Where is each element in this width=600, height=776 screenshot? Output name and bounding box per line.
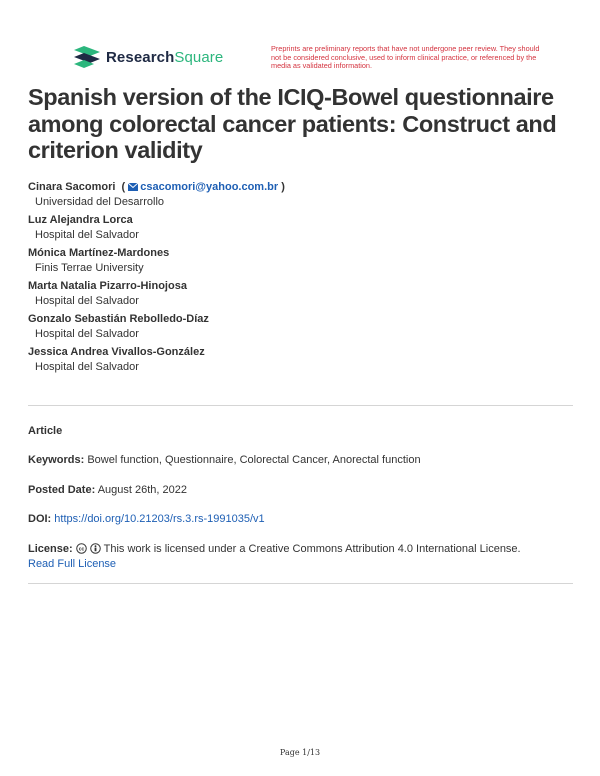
doi-line	[28, 512, 573, 527]
envelope-icon	[128, 183, 138, 191]
author-name: Luz Alejandra Lorca	[28, 214, 133, 226]
author-email-wrapper: ( csacomori@yahoo.com.br )	[118, 181, 285, 193]
research-square-wordmark: ResearchSquare	[106, 48, 224, 66]
license-label: License:	[28, 543, 73, 555]
author-name: Jessica Andrea Vivallos-González	[28, 346, 205, 358]
author-name: Mónica Martínez-Mardones	[28, 247, 170, 259]
posted-date-label: Posted Date:	[28, 484, 96, 496]
author-affiliation: Hospital del Salvador	[35, 328, 139, 340]
author-affiliation: Finis Terrae University	[35, 262, 144, 274]
keywords-value: Bowel function, Questionnaire, Colorectal Cancer, Anorectal function	[87, 454, 421, 466]
paper-title: Spanish version of the ICIQ-Bowel questionnaire among colorectal cancer patients: Construct and criterion validity	[28, 84, 557, 163]
author-entry	[28, 312, 568, 342]
author-entry	[28, 180, 568, 210]
author-affiliation: Hospital del Salvador	[35, 229, 139, 241]
preprint-notice: Preprints are preliminary reports that have not undergone peer review. They should not be considered conclusive, used to inform clinical practice, or referenced by the media as validated information.	[271, 44, 540, 71]
section-divider	[28, 405, 573, 406]
author-list	[28, 180, 568, 378]
license-text: This work is licensed under a Creative Commons Attribution 4.0 International License.	[103, 543, 521, 555]
creative-commons-icon	[76, 543, 87, 554]
research-square-logo[interactable]	[74, 46, 223, 68]
author-name: Gonzalo Sebastián Rebolledo-Díaz	[28, 313, 209, 325]
author-affiliation: Universidad del Desarrollo	[35, 196, 165, 208]
author-name: Marta Natalia Pizarro-Hinojosa	[28, 280, 187, 292]
research-square-logo-icon	[74, 46, 100, 68]
read-full-license-link[interactable]: Read Full License	[28, 558, 117, 570]
svg-text:cc: cc	[78, 546, 85, 553]
page-number: Page 1/13	[279, 748, 321, 757]
author-affiliation: Hospital del Salvador	[35, 361, 139, 373]
posted-date-value: August 26th, 2022	[97, 484, 187, 496]
author-entry	[28, 279, 568, 309]
doi-link[interactable]: https://doi.org/10.21203/rs.3.rs-1991035/v1	[54, 513, 265, 525]
license-line	[28, 542, 573, 572]
author-name: Cinara Sacomori ( csacomori@yahoo.com.br )	[28, 181, 285, 193]
author-affiliation: Hospital del Salvador	[35, 295, 139, 307]
article-type: Article	[28, 425, 63, 437]
doi-label: DOI:	[28, 513, 52, 525]
author-entry	[28, 345, 568, 375]
keywords-line	[28, 453, 573, 468]
keywords-label: Keywords:	[28, 454, 85, 466]
attribution-icon	[90, 543, 101, 554]
posted-date-line	[28, 483, 573, 498]
section-divider	[28, 583, 573, 584]
author-entry	[28, 213, 568, 243]
author-email-link[interactable]: csacomori@yahoo.com.br	[140, 181, 279, 193]
author-entry	[28, 246, 568, 276]
